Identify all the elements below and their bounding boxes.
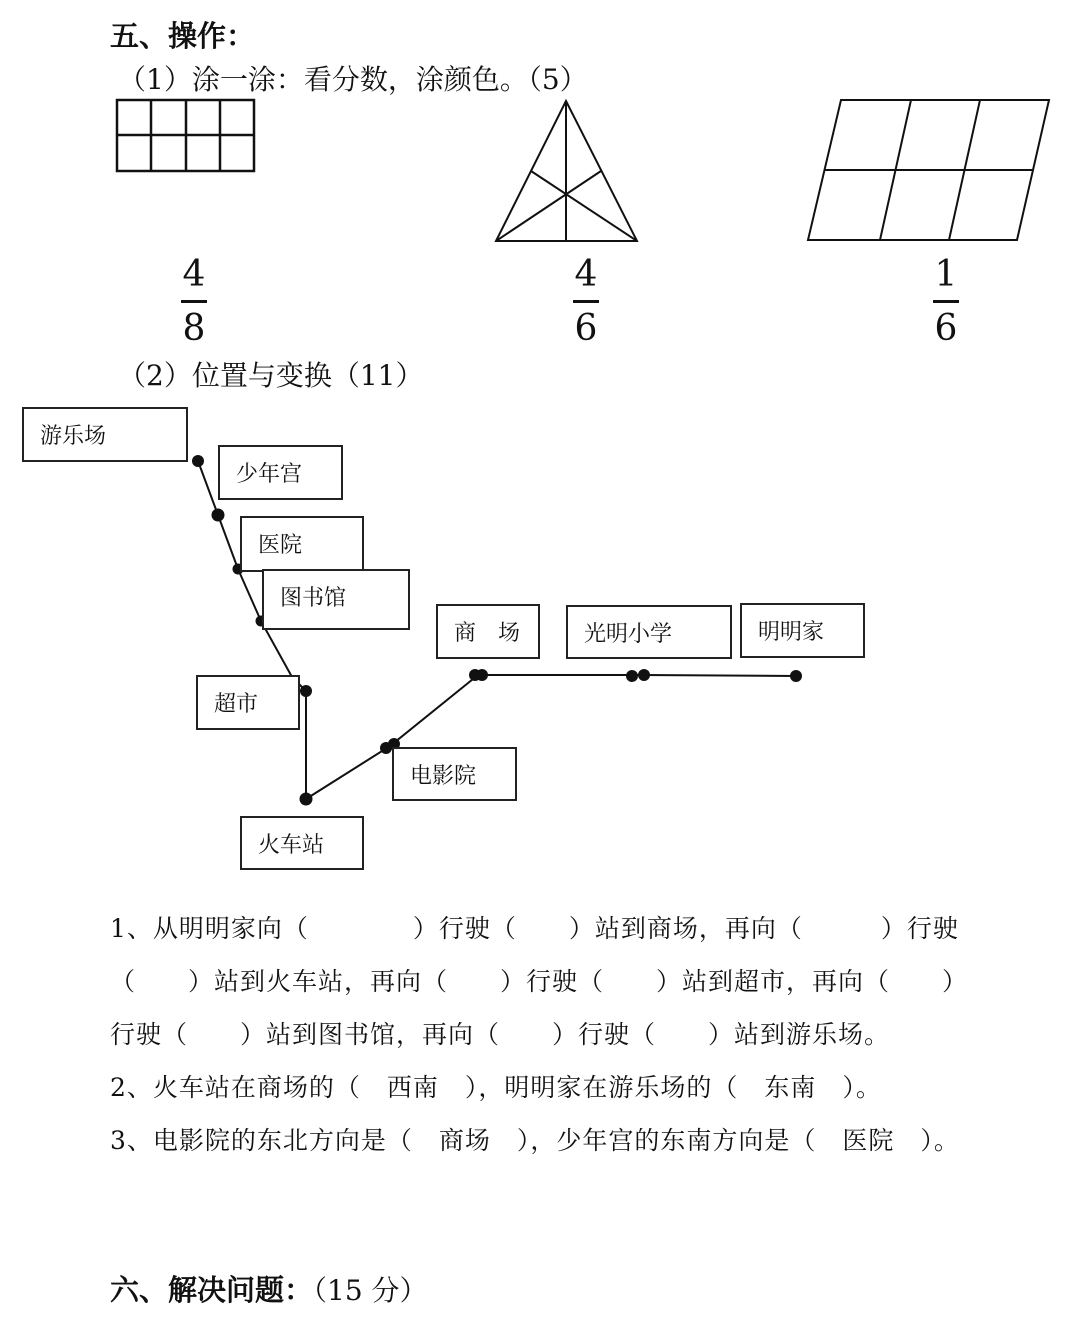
section-6-heading — [110, 1268, 428, 1309]
place-library: 图书馆 — [262, 569, 410, 630]
place-mall: 商 场 — [436, 604, 540, 659]
question-1-line-1: 1、从明明家向（ ）行驶（ ）站到商场，再向（ ）行驶 — [110, 914, 959, 943]
fraction-bar — [181, 300, 207, 303]
question-2: 2、火车站在商场的（ 西南 ），明明家在游乐场的（ 东南 ）。 — [110, 1073, 882, 1102]
fraction-numerator: 4 — [182, 254, 206, 295]
part-1-instruction: （1）涂一涂：看分数，涂颜色。（5） — [118, 63, 588, 96]
fraction-numerator: 1 — [934, 254, 958, 295]
section-6-points: （15 分） — [313, 1274, 428, 1307]
fraction-bar — [573, 300, 599, 303]
place-supermarket: 超市 — [196, 675, 300, 730]
question-1-line-2: （ ）站到火车站，再向（ ）行驶（ ）站到超市，再向（ ） — [110, 967, 969, 996]
rectangle-grid-shape — [117, 100, 254, 171]
fraction-bar — [933, 300, 959, 303]
place-cinema: 电影院 — [392, 747, 517, 801]
fraction-denominator: 8 — [182, 308, 206, 349]
question-1-line-3: 行驶（ ）站到图书馆，再向（ ）行驶（ ）站到游乐场。 — [110, 1020, 891, 1049]
place-hospital: 医院 — [240, 516, 364, 572]
fraction-4-8 — [164, 254, 224, 349]
fraction-denominator: 6 — [934, 308, 958, 349]
triangle-shape — [496, 101, 637, 241]
place-train-station: 火车站 — [240, 816, 364, 870]
place-amusement-park: 游乐场 — [22, 407, 188, 462]
section-5-title: 五、操作： — [110, 19, 256, 53]
part-2-instruction: （2）位置与变换（11） — [118, 359, 424, 392]
fraction-1-6 — [916, 254, 976, 349]
place-home: 明明家 — [740, 603, 865, 658]
place-school: 光明小学 — [566, 605, 732, 659]
fraction-denominator: 6 — [574, 308, 598, 349]
place-youth-palace: 少年宫 — [218, 445, 343, 500]
question-3: 3、电影院的东北方向是（ 商场 ），少年宫的东南方向是（ 医院 ）。 — [110, 1126, 960, 1155]
fraction-4-6 — [556, 254, 616, 349]
parallelogram-shape — [808, 100, 1049, 240]
fraction-numerator: 4 — [574, 254, 598, 295]
section-6-title: 六、解决问题： — [110, 1273, 314, 1307]
